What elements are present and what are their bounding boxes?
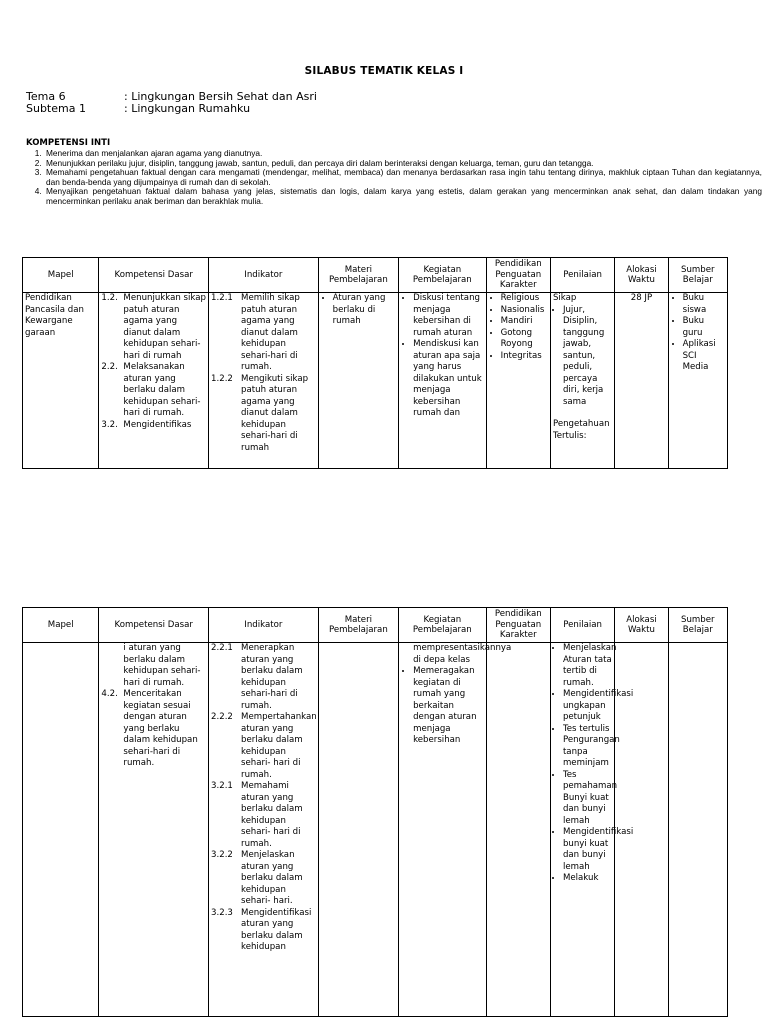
- cell-kompetensi-dasar: [99, 643, 209, 1017]
- indikator-item: [211, 643, 316, 712]
- indikator-item: [211, 908, 316, 954]
- tema-label: Tema 6: [26, 90, 66, 103]
- sumber-item: • Aplikasi SCI Media: [683, 339, 725, 374]
- kd-text: Menunjukkan sikap patuh aturan agama yang dianut dalam kehidupan sehari-hari di rumah: [123, 293, 206, 361]
- indikator-number: 1.2.2: [211, 373, 233, 384]
- cell-karakter: [486, 643, 550, 1017]
- karakter-item: • Nasionalis: [501, 305, 548, 317]
- header-indikator: Indikator: [209, 258, 319, 293]
- header-karakter: Pendidikan Penguatan Karakter: [486, 258, 550, 293]
- kd-item: [101, 420, 206, 432]
- indikator-number: 3.2.3: [211, 907, 233, 918]
- kompetensi-inti-item: 2. Menunjukkan perilaku jujur, disiplin, tanggung jawab, santun, peduli, dan percaya diri dalam berinteraksi dengan keluarga, teman, guru dan tetangga.: [44, 159, 762, 169]
- header-penilaian: Penilaian: [550, 258, 614, 293]
- indikator-item: [211, 712, 316, 781]
- header-karakter: Pendidikan Penguatan Karakter: [486, 608, 550, 643]
- indikator-text: Menerapkan aturan yang berlaku dalam kehidupan sehari-hari di rumah.: [241, 643, 303, 711]
- kompetensi-inti-list: [26, 149, 762, 207]
- cell-penilaian: [550, 293, 614, 469]
- header-sumber: Sumber Belajar: [668, 608, 727, 643]
- kd-number: 3.2.: [101, 419, 118, 430]
- penilaian-item: • Menjelaskan Aturan tata tertib di rumah.: [563, 643, 612, 689]
- kompetensi-inti-item: 4. Menyajikan pengetahuan faktual dalam bahasa yang jelas, sistematis dan logis, dalam karya yang estetis, dalam gerakan yang mencerminkan anak sehat, dan dalam tindakan yang mencerminkan perilaku anak beriman dan berakhlak mulia.: [44, 187, 762, 206]
- kd-text: Menceritakan kegiatan sesuai dengan aturan yang berlaku dalam kehidupan sehari-hari di rumah.: [123, 689, 198, 768]
- kegiatan-item: • Diskusi tentang menjaga kebersihan di rumah aturan: [413, 293, 483, 339]
- indikator-text: Memilih sikap patuh aturan agama yang dianut dalam kehidupan sehari-hari di rumah.: [241, 293, 300, 372]
- cell-materi: [318, 293, 398, 469]
- kegiatan-item: • Mendiskusi kan aturan apa saja yang harus dilakukan untuk menjaga kebersihan rumah dan: [413, 339, 483, 420]
- header-kompetensi-dasar: Kompetensi Dasar: [99, 258, 209, 293]
- kompetensi-inti-title: KOMPETENSI INTI: [26, 138, 111, 148]
- indikator-text: Mengidentifikasi aturan yang berlaku dalam kehidupan: [241, 907, 312, 952]
- cell-kegiatan: [399, 293, 486, 469]
- penilaian-item: • Mengidentifikasi ungkapan petunjuk: [563, 689, 612, 724]
- kd-number: 2.2.: [101, 362, 118, 372]
- indikator-text: Memahami aturan yang berlaku dalam kehidupan sehari- hari di rumah.: [241, 781, 303, 849]
- header-kompetensi-dasar: Kompetensi Dasar: [99, 608, 209, 643]
- cell-mapel: [23, 293, 99, 469]
- kd-number: 1.2.: [101, 293, 118, 303]
- karakter-item: • Religious: [501, 293, 548, 305]
- header-mapel: Mapel: [23, 258, 99, 293]
- indikator-number: 1.2.1: [211, 293, 233, 303]
- kd-text: Mengidentifikas: [123, 419, 192, 430]
- kd-number: 4.2.: [101, 689, 118, 699]
- subtema-label: Subtema 1: [26, 102, 86, 115]
- header-alokasi: Alokasi Waktu: [615, 608, 668, 643]
- cell-alokasi: [615, 293, 668, 469]
- indikator-item: [211, 781, 316, 850]
- kd-item: [101, 643, 206, 689]
- cell-indikator: [209, 293, 319, 469]
- cell-sumber: [668, 643, 727, 1017]
- kompetensi-inti-item: 3. Memahami pengetahuan faktual dengan cara mengamati (mendengar, melihat, membaca) dan menanya berdasarkan rasa ingin tahu tentang dirinya, makhluk ciptaan Tuhan dan kegiatannya, dan benda-benda yang dijumpainya di rumah dan di sekolah.: [44, 168, 762, 187]
- indikator-item: [211, 374, 316, 455]
- kd-item: [101, 362, 206, 420]
- silabus-table-1: [22, 257, 728, 469]
- penilaian-item: • Tes pemahaman Bunyi kuat dan bunyi lemah: [563, 770, 612, 828]
- penilaian-item: • Tes tertulis Pengurangan tanpa meminjam: [563, 724, 612, 770]
- header-kegiatan: Kegiatan Pembelajaran: [399, 608, 486, 643]
- penilaian-sikap-label: Sikap: [552, 293, 577, 303]
- cell-karakter: [486, 293, 550, 469]
- penilaian-item: • Melakuk: [563, 873, 612, 885]
- header-indikator: Indikator: [209, 608, 319, 643]
- kd-text: i aturan yang berlaku dalam kehidupan sehari-hari di rumah.: [123, 643, 201, 688]
- header-materi: Materi Pembelajaran: [318, 258, 398, 293]
- indikator-text: Mengikuti sikap patuh aturan agama yang dianut dalam kehidupan sehari-hari di rumah: [241, 373, 309, 453]
- header-materi: Materi Pembelajaran: [318, 608, 398, 643]
- cell-materi: [318, 643, 398, 1017]
- kd-text: Melaksanakan aturan yang berlaku dalam kehidupan sehari-hari di rumah.: [123, 362, 201, 418]
- karakter-item: • Mandiri: [501, 316, 548, 328]
- karakter-item: • Gotong Royong: [501, 328, 548, 351]
- header-mapel: Mapel: [23, 608, 99, 643]
- alokasi-text: 28 JP: [630, 293, 653, 303]
- indikator-item: [211, 850, 316, 908]
- indikator-text: Mempertahankan aturan yang berlaku dalam kehidupan sehari- hari di rumah.: [241, 712, 317, 780]
- penilaian-pengetahuan-label: Pengetahuan: [552, 419, 610, 429]
- materi-item: • Aturan yang berlaku di rumah: [333, 293, 396, 328]
- sumber-item: • Buku siswa: [683, 293, 725, 316]
- subtema-value: : Lingkungan Rumahku: [124, 102, 251, 115]
- cell-penilaian: [550, 643, 634, 1017]
- silabus-table-2: [22, 607, 728, 1017]
- indikator-number: 2.2.2: [211, 712, 233, 722]
- karakter-item: • Integritas: [501, 351, 548, 363]
- cell-mapel: [23, 643, 99, 1017]
- kd-item: [101, 293, 206, 362]
- cell-sumber: [668, 293, 727, 469]
- cell-kompetensi-dasar: [99, 293, 209, 469]
- cell-kegiatan: [399, 643, 512, 1017]
- cell-indikator: [209, 643, 319, 1017]
- kegiatan-item: • Memeragakan kegiatan di rumah yang berkaitan dengan aturan menjaga kebersihan: [413, 666, 483, 747]
- kompetensi-inti-item: 1. Menerima dan menjalankan ajaran agama yang dianutnya.: [44, 149, 762, 159]
- penilaian-sikap-item: • Jujur, Disiplin, tanggung jawab, santun, peduli, percaya diri, kerja sama: [563, 305, 612, 409]
- header-kegiatan: Kegiatan Pembelajaran: [399, 258, 486, 293]
- subtema-line: [26, 102, 250, 115]
- indikator-item: [211, 293, 316, 374]
- page-title: SILABUS TEMATIK KELAS I: [304, 65, 464, 77]
- penilaian-item: • Mengidentifikasi bunyi kuat dan bunyi lemah: [563, 827, 612, 873]
- kegiatan-continuation: mempresentasikannya di depa kelas: [413, 643, 512, 665]
- header-alokasi: Alokasi Waktu: [615, 258, 668, 293]
- indikator-number: 3.2.1: [211, 781, 233, 791]
- kd-item: [101, 689, 206, 770]
- indikator-text: Menjelaskan aturan yang berlaku dalam kehidupan sehari- hari.: [241, 850, 303, 906]
- sumber-item: • Buku guru: [683, 316, 725, 339]
- indikator-number: 2.2.1: [211, 643, 233, 653]
- penilaian-tertulis-label: Tertulis:: [552, 430, 587, 441]
- header-sumber: Sumber Belajar: [668, 258, 727, 293]
- tema-value: : Lingkungan Bersih Sehat dan Asri: [124, 90, 317, 103]
- mapel-text: Pendidikan Pancasila dan Kewargane garaan: [25, 293, 84, 338]
- indikator-number: 3.2.2: [211, 850, 233, 860]
- header-penilaian: Penilaian: [550, 608, 614, 643]
